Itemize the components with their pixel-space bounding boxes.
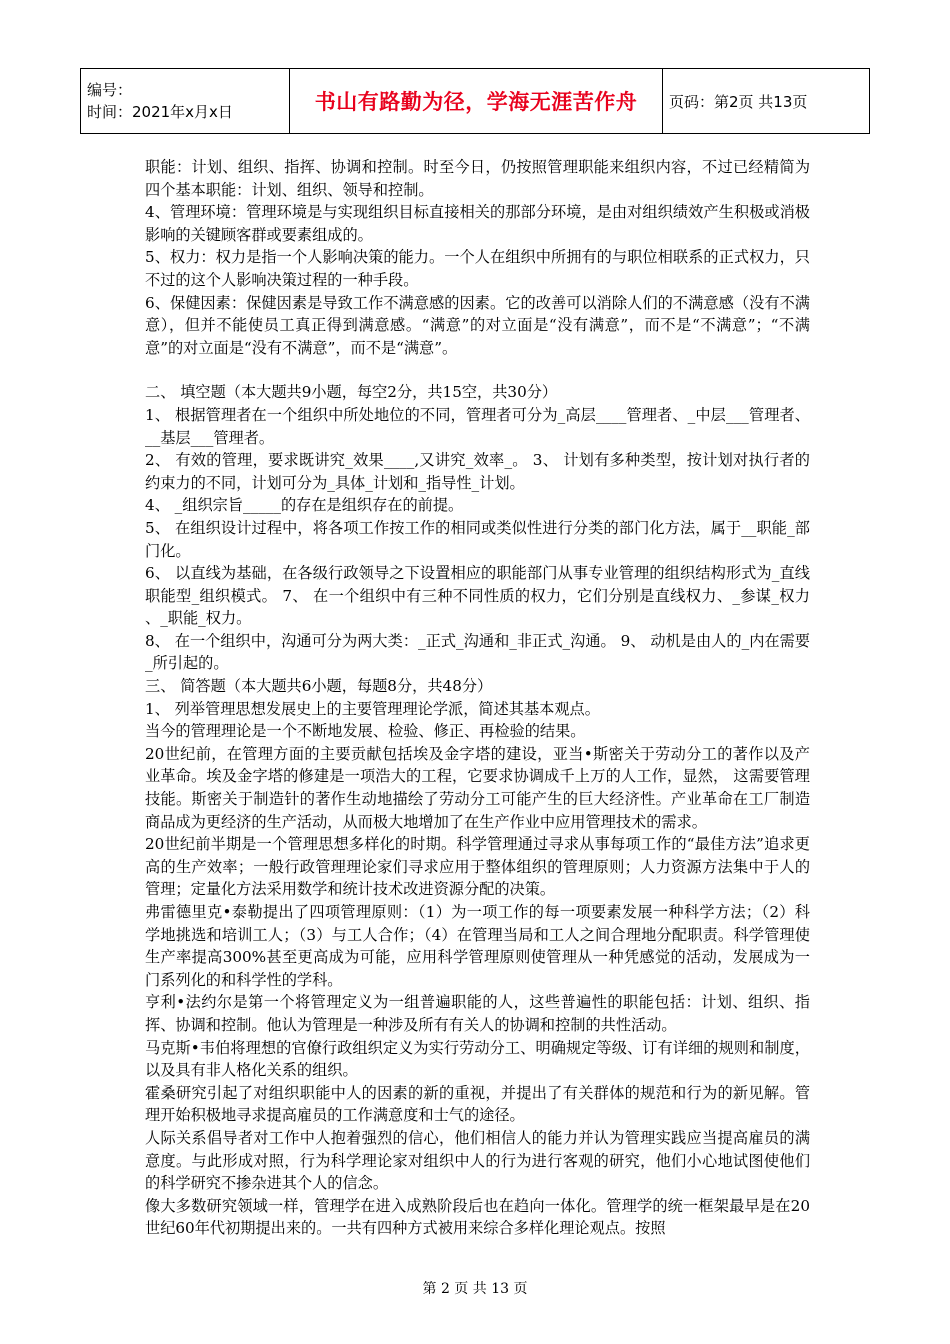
document-number: 编号： [87,81,133,99]
paragraph: 亨利•法约尔是第一个将管理定义为一组普遍职能的人，这些普遍性的职能包括：计划、组织、指挥、协调和控制。他认为管理是一种涉及所有有关人的协调和控制的共性活动。 [145,993,810,1034]
paragraph: 弗雷德里克•泰勒提出了四项管理原则：（1）为一项工作的每一项要素发展一种科学方法；（2）科学地挑选和培训工人；（3）与工人合作；（4）在管理当局和工人之间合理地分配职责。科学管理使生产率提高300%甚至更高成为可能，应用科学管理原则使管理从一种凭感觉的活动，发展成为一门系列化的和科学性的学科。 [145,903,810,989]
paragraph: 1、 列举管理思想发展史上的主要管理理论学派，简述其基本观点。 [145,699,600,718]
paragraph: 6、 以直线为基础，在各级行政领导之下设置相应的职能部门从事专业管理的组织结构形式为_直线职能型_组织模式。 7、 在一个组织中有三种不同性质的权力，它们分别是直线权力、_参谋_权力 、_职能_权力。 [145,564,810,628]
paragraph: 霍桑研究引起了对组织职能中人的因素的新的重视，并提出了有关群体的规范和行为的新见解。管理开始积极地寻求提高雇员的工作满意度和士气的途径。 [145,1083,810,1125]
paragraph: 像大多数研究领域一样，管理学在进入成熟阶段后也在趋向一体化。管理学的统一框架最早是在20世纪60年代初期提出来的。一共有四种方式被用来综合多样化理论观点。按照 [145,1196,810,1238]
document-date: 时间：2021年x月x日 [87,103,233,121]
section-heading: 二、 填空题（本大题共9小题，每空2分，共15空，共30分） [145,383,558,402]
header-meta [81,69,290,134]
page-header [80,68,870,134]
paragraph: 人际关系倡导者对工作中人抱着强烈的信心，他们相信人的能力并认为管理实践应当提高雇员的满意度。与此形成对照，行为科学理论家对组织中人的行为进行客观的研究，他们小心地试图使他们的科学研究不掺杂进其个人的信念。 [145,1128,810,1193]
header-page-number: 页码：第2页 共13页 [663,69,870,134]
paragraph: 5、权力：权力是指一个人影响决策的能力。一个人在组织中所拥有的与职位相联系的正式权力，只不过的这个人影响决策过程的一种手段。 [145,248,810,289]
document-body [145,156,810,1240]
header-motto: 书山有路勤为径，学海无涯苦作舟 [290,69,663,134]
paragraph: 马克斯•韦伯将理想的官僚行政组织定义为实行劳动分工、明确规定等级、订有详细的规则和制度，以及具有非人格化关系的组织。 [145,1038,810,1080]
paragraph: 4、 _组织宗旨_____的存在是组织存在的前提。 [145,496,464,515]
paragraph: 6、保健因素：保健因素是导致工作不满意感的因素。它的改善可以消除人们的不满意感（没有不满意），但并不能使员工真正得到满意感。“满意”的对立面是“没有满意”，而不是“不满意”；“不满意”的对立面是“没有不满意”，而不是“满意”。 [145,293,810,357]
section-heading: 三、 简答题（本大题共6小题，每题8分，共48分） [145,677,493,696]
paragraph: 8、 在一个组织中，沟通可分为两大类：_正式_沟通和_非正式_沟通。 9、 动机是由人的_内在需要_所引起的。 [145,631,810,673]
paragraph: 当今的管理理论是一个不断地发展、检验、修正、再检验的结果。 [145,722,586,741]
blank-line [145,359,810,381]
page-footer: 第 2 页 共 13 页 [422,1281,528,1297]
paragraph: 2、 有效的管理，要求既讲究_效果____,又讲究_效率_。 3、 计划有多种类型，按计划对执行者的约束力的不同，计划可分为_具体_计划和_指导性_计划。 [145,451,810,492]
paragraph: 4、管理环境：管理环境是与实现组织目标直接相关的那部分环境，是由对组织绩效产生积极或消极影响的关键顾客群或要素组成的。 [145,203,810,244]
paragraph: 20世纪前半期是一个管理思想多样化的时期。科学管理通过寻求从事每项工作的“最佳方法”追求更高的生产效率；一般行政管理理论家们寻求应用于整体组织的管理原则；人力资源方法集中于人的管理；定量化方法采用数学和统计技术改进资源分配的决策。 [145,835,810,899]
paragraph: 职能：计划、组织、指挥、协调和控制。时至今日，仍按照管理职能来组织内容，不过已经精简为四个基本职能：计划、组织、领导和控制。 [145,158,810,199]
paragraph: 20世纪前，在管理方面的主要贡献包括埃及金字塔的建设，亚当•斯密关于劳动分工的著作以及产业革命。埃及金字塔的修建是一项浩大的工程，它要求协调成千上万的人工作，显然， 这需要管理技能。斯密关于制造针的著作生动地描绘了劳动分工可能产生的巨大经济性。产业革命在工厂制造商品成为更经济的生产活动，从而极大地增加了在生产作业中应用管理技术的需求。 [145,744,810,831]
paragraph: 5、 在组织设计过程中，将各项工作按工作的相同或类似性进行分类的部门化方法，属于__职能_部门化。 [145,518,810,560]
paragraph: 1、 根据管理者在一个组织中所处地位的不同，管理者可分为_高层____管理者、_中层___管理者、__基层___管理者。 [145,405,810,447]
